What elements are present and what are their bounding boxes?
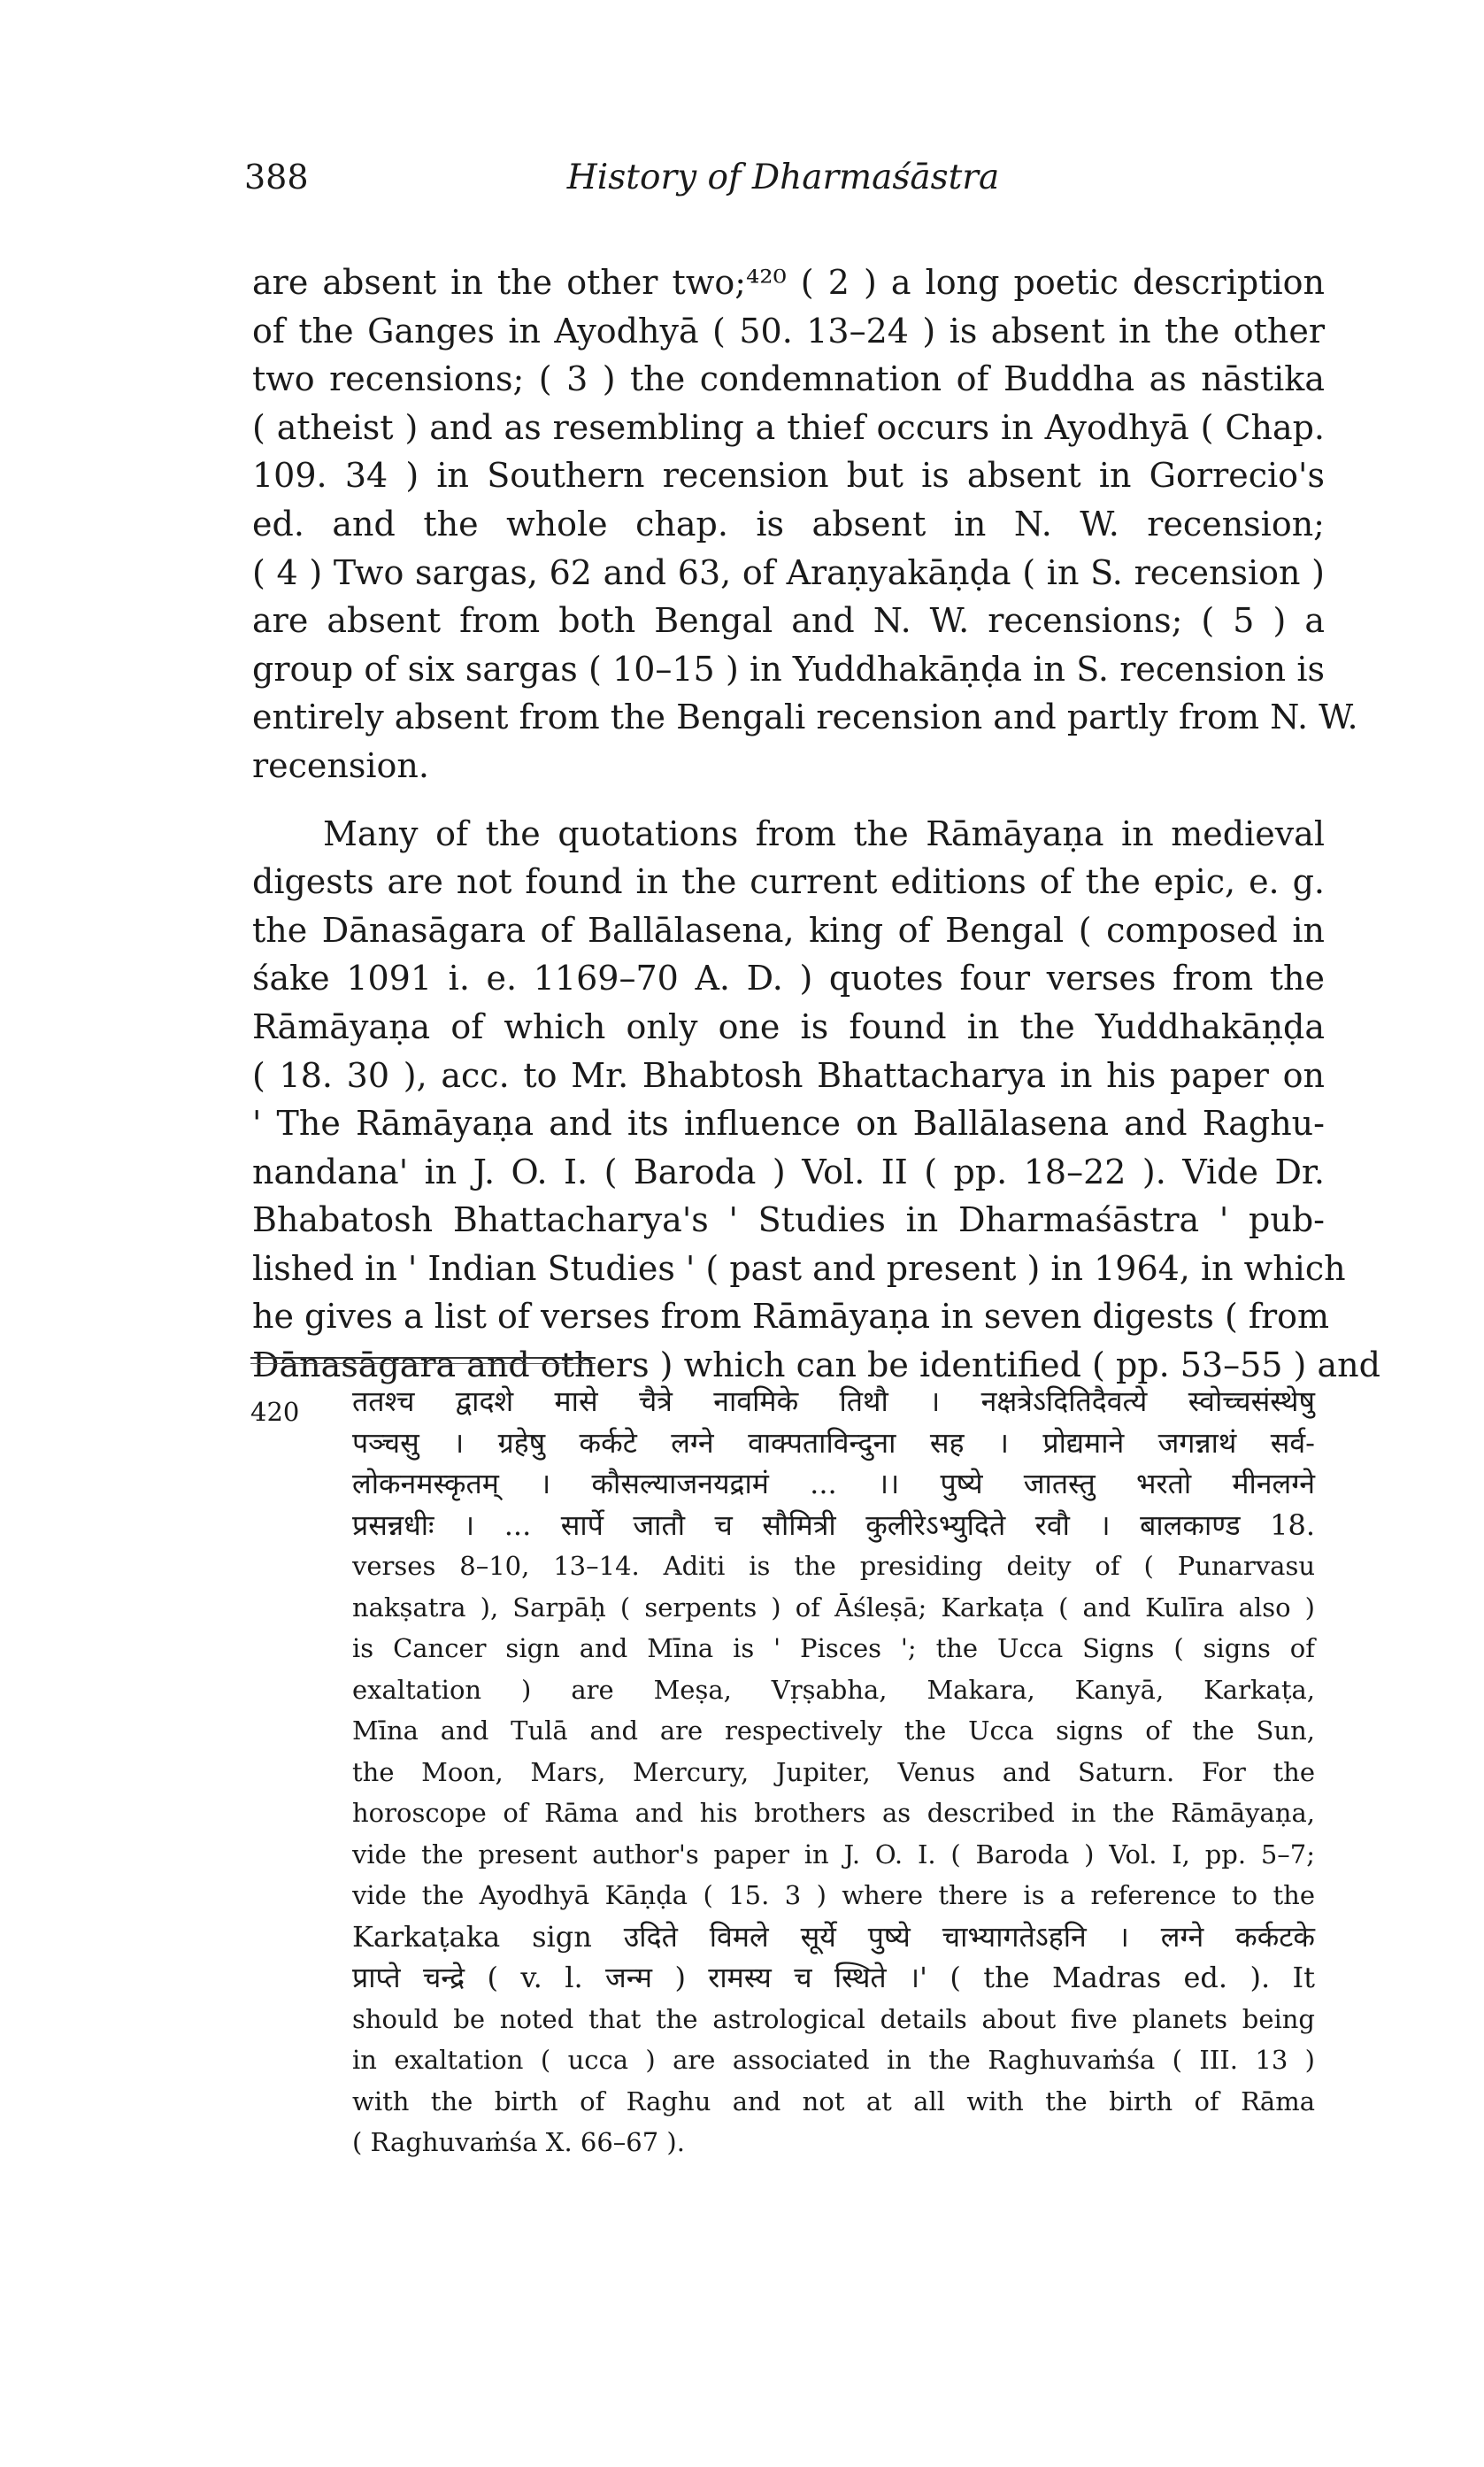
footnote-line: verses 8–10, 13–14. Aditi is the presiding deity of ( Punarvasu — [352, 1551, 1315, 1581]
page-header — [239, 158, 1327, 211]
text-line: ( 4 ) Two sargas, 62 and 63, of Araṇyakāṇḍa ( in S. recension ) — [252, 552, 1325, 592]
text-line: 109. 34 ) in Southern recension but is absent in Gorrecio's — [252, 456, 1325, 496]
text-line: ( 18. 30 ), acc. to Mr. Bhabtosh Bhattacharya in his paper on — [252, 1055, 1325, 1095]
text-line: Bhabatosh Bhattacharya's ' Studies in Dharmaśāstra ' pub- — [252, 1200, 1325, 1240]
page-number: 388 — [244, 158, 309, 197]
footnote-line: vide the present author's paper in J. O. I. ( Baroda ) Vol. I, pp. 5–7; — [352, 1839, 1315, 1870]
text-line: he gives a list of verses from Rāmāyaṇa in seven digests ( from — [252, 1297, 1330, 1337]
footnote-rule — [250, 1357, 596, 1359]
footnote-line: पञ्चसु । ग्रहेषु कर्कटे लग्ने वाक्पताविन्दुना सह । प्रोद्यमाने जगन्नाथं सर्व- — [352, 1425, 1315, 1460]
text-line: Dānasāgara and others ) which can be identified ( pp. 53–55 ) and — [252, 1345, 1380, 1385]
footnote-line: is Cancer sign and Mīna is ' Pisces '; the Ucca Signs ( signs of — [352, 1633, 1315, 1663]
text-line: entirely absent from the Bengali recension and partly from N. W. — [252, 698, 1358, 737]
text-line: are absent from both Bengal and N. W. recensions; ( 5 ) a — [252, 601, 1325, 641]
text-line: Many of the quotations from the Rāmāyaṇa in medieval — [323, 813, 1325, 853]
footnote-line: the Moon, Mars, Mercury, Jupiter, Venus and Saturn. For the — [352, 1756, 1315, 1787]
text-line: are absent in the other two;⁴²⁰ ( 2 ) a long poetic description — [252, 263, 1325, 302]
text-line: the Dānasāgara of Ballālasena, king of Bengal ( composed in — [252, 910, 1325, 950]
text-line: śake 1091 i. e. 1169–70 A. D. ) quotes four verses from the — [252, 959, 1325, 998]
footnote-line: ( Raghuvaṁśa X. 66–67 ). — [352, 2127, 685, 2157]
text-line: ed. and the whole chap. is absent in N. W. recension; — [252, 504, 1325, 544]
text-line: lished in ' Indian Studies ' ( past and present ) in 1964, in which — [252, 1248, 1346, 1288]
text-line: ( atheist ) and as resembling a thief occurs in Ayodhyā ( Chap. — [252, 407, 1325, 447]
footnote-text — [352, 1381, 1315, 2163]
text-line: recension. — [252, 745, 429, 785]
footnote-line: Mīna and Tulā and are respectively the Ucca signs of the Sun, — [352, 1715, 1315, 1746]
running-title: History of Dharmaśāstra — [566, 158, 1000, 197]
footnote-line: ततश्च द्वादशे मासे चैत्रे नावमिके तिथौ । नक्षत्रेऽदितिदैवत्ये स्वोच्चसंस्थेषु — [352, 1384, 1315, 1418]
text-line: digests are not found in the current editions of the epic, e. g. — [252, 862, 1325, 902]
text-line: two recensions; ( 3 ) the condemnation of Buddha as nāstika — [252, 359, 1325, 399]
text-line: Rāmāyaṇa of which only one is found in the Yuddhakāṇḍa — [252, 1006, 1325, 1046]
footnote-line: should be noted that the astrological details about five planets being — [352, 2003, 1315, 2034]
text-line: of the Ganges in Ayodhyā ( 50. 13–24 ) is absent in the other — [252, 311, 1325, 351]
footnote-line: nakṣatra ), Sarpāḥ ( serpents ) of Āśleṣā; Karkaṭa ( and Kulīra also ) — [352, 1592, 1315, 1623]
text-line: ' The Rāmāyaṇa and its influence on Ballālasena and Raghu- — [252, 1104, 1325, 1144]
footnote-number: 420 — [250, 1397, 300, 1427]
footnote-line: exaltation ) are Meṣa, Vṛṣabha, Makara, Kanyā, Karkaṭa, — [352, 1674, 1315, 1705]
footnote-line: लोकनमस्कृतम् । कौसल्याजनयद्रामं ... ।। पुष्ये जातस्तु भरतो मीनलग्ने — [352, 1467, 1315, 1500]
text-line: nandana' in J. O. I. ( Baroda ) Vol. II ( pp. 18–22 ). Vide Dr. — [252, 1152, 1325, 1191]
footnote-line: horoscope of Rāma and his brothers as described in the Rāmāyaṇa, — [352, 1798, 1315, 1828]
main-text — [252, 258, 1380, 1390]
footnote-line: प्रसन्नधीः । ... सार्पे जातौ च सौमित्री कुलीरेऽभ्युदिते रवौ । बालकाण्ड 18. — [352, 1507, 1315, 1542]
paragraph-gap — [252, 790, 1325, 810]
footnote-line: vide the Ayodhyā Kāṇḍa ( 15. 3 ) where there is a reference to the — [352, 1880, 1315, 1910]
footnote-rule-secondary — [250, 1363, 596, 1364]
text-line: group of six sargas ( 10–15 ) in Yuddhakāṇḍa in S. recension is — [252, 649, 1325, 689]
footnote-line: Karkaṭaka sign उदिते विमले सूर्ये पुष्ये चाभ्यागतेऽहनि । लग्ने कर्कटके — [352, 1919, 1315, 1954]
footnote-line: प्राप्ते चन्द्रे ( v. l. जन्म ) रामस्य च स्थिते ।' ( the Madras ed. ). It — [352, 1961, 1315, 1994]
footnote-line: with the birth of Raghu and not at all with the birth of Rāma — [352, 2085, 1315, 2116]
footnote-line: in exaltation ( ucca ) are associated in the Raghuvaṁśa ( III. 13 ) — [352, 2045, 1315, 2075]
paragraph-1 — [252, 258, 1358, 790]
paragraph-2 — [252, 810, 1380, 1390]
